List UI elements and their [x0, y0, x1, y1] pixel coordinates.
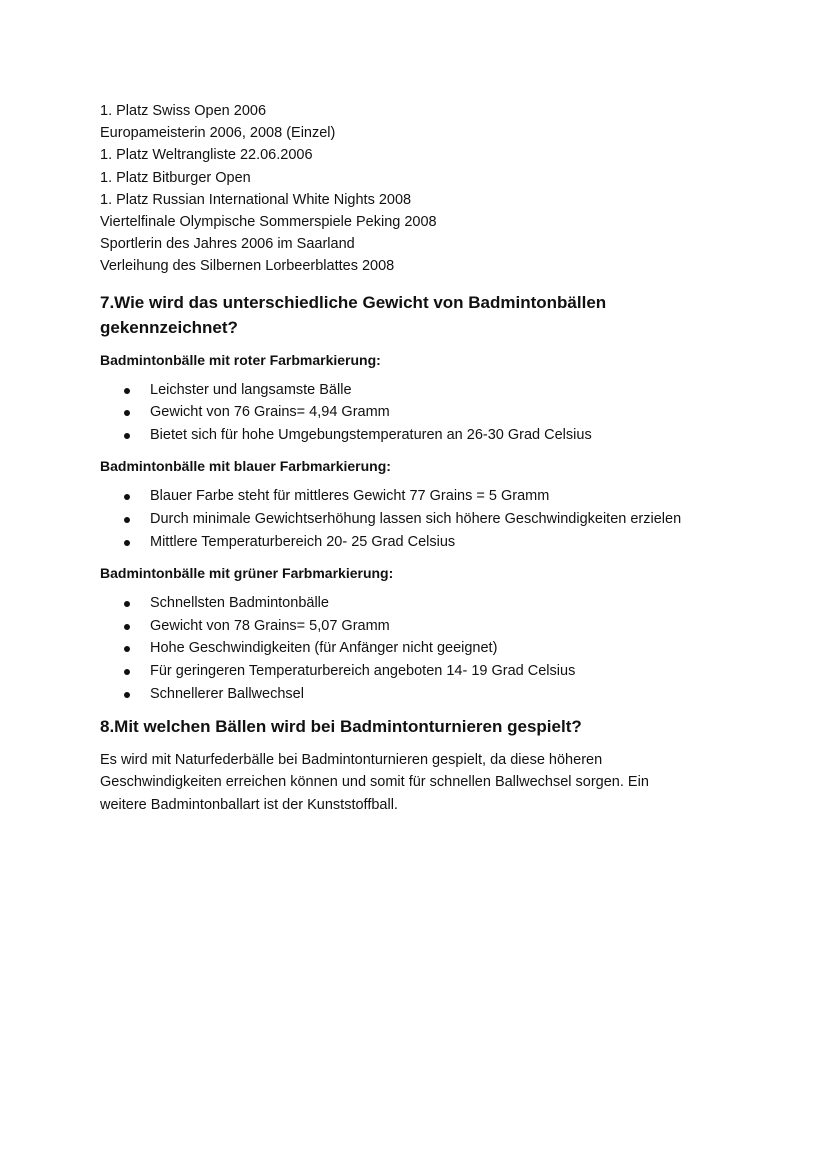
list-item: Durch minimale Gewichtserhöhung lassen sich höhere Geschwindigkeiten erzielen: [100, 508, 728, 531]
bullet-icon: [124, 646, 130, 652]
bullet-icon: [124, 692, 130, 698]
paragraph-line: Geschwindigkeiten erreichen können und somit für schnellen Ballwechsel sorgen. Ein: [100, 774, 649, 791]
section-8-heading: 8.Mit welchen Bällen wird bei Badmintonturnieren gespielt?: [100, 717, 582, 737]
bullet-icon: [124, 624, 130, 630]
red-marking-list: [100, 379, 728, 447]
blue-marking-subheading: Badmintonbälle mit blauer Farbmarkierung:: [100, 458, 391, 475]
list-item: Leichster und langsamste Bälle: [100, 379, 728, 402]
list-item: Hohe Geschwindigkeiten (für Anfänger nicht geeignet): [100, 637, 728, 660]
list-item: Schnellsten Badmintonbälle: [100, 592, 728, 615]
section-7-heading-line: gekennzeichnet?: [100, 317, 238, 337]
list-item: Bietet sich für hohe Umgebungstemperaturen an 26-30 Grad Celsius: [100, 424, 728, 447]
green-marking-list: [100, 592, 728, 705]
achievement-line: Europameisterin 2006, 2008 (Einzel): [100, 125, 336, 142]
bullet-icon: [124, 669, 130, 675]
bullet-icon: [124, 494, 130, 500]
achievement-line: 1. Platz Bitburger Open: [100, 169, 251, 186]
bullet-icon: [124, 388, 130, 394]
bullet-icon: [124, 540, 130, 546]
list-item: Schnellerer Ballwechsel: [100, 683, 728, 706]
red-marking-subheading: Badmintonbälle mit roter Farbmarkierung:: [100, 351, 381, 368]
achievement-line: 1. Platz Swiss Open 2006: [100, 103, 267, 119]
section-8-paragraph: [100, 749, 728, 816]
bullet-icon: [124, 433, 130, 439]
list-item: Blauer Farbe steht für mittleres Gewicht 77 Grains = 5 Gramm: [100, 485, 728, 508]
section-7-heading-line: 7.Wie wird das unterschiedliche Gewicht von Badmintonbällen: [100, 292, 607, 312]
blue-marking-list: [100, 485, 728, 553]
bullet-icon: [124, 410, 130, 416]
bullet-icon: [124, 601, 130, 607]
list-item: Für geringeren Temperaturbereich angeboten 14- 19 Grad Celsius: [100, 660, 728, 683]
achievement-line: Sportlerin des Jahres 2006 im Saarland: [100, 236, 355, 253]
section-7-heading: [100, 290, 728, 340]
achievement-line: Viertelfinale Olympische Sommerspiele Peking 2008: [100, 214, 437, 231]
green-marking-subheading: Badmintonbälle mit grüner Farbmarkierung:: [100, 565, 394, 582]
list-item: Mittlere Temperaturbereich 20- 25 Grad Celsius: [100, 531, 728, 554]
bullet-icon: [124, 517, 130, 523]
list-item: Gewicht von 78 Grains= 5,07 Gramm: [100, 615, 728, 638]
paragraph-line: Es wird mit Naturfederbälle bei Badmintonturnieren gespielt, da diese höheren: [100, 752, 603, 769]
achievement-line: Verleihung des Silbernen Lorbeerblattes 2008: [100, 258, 395, 275]
achievement-list: [100, 100, 728, 278]
achievement-line: 1. Platz Weltrangliste 22.06.2006: [100, 147, 313, 164]
paragraph-line: weitere Badmintonballart ist der Kunststoffball.: [100, 796, 398, 813]
achievement-line: 1. Platz Russian International White Nights 2008: [100, 191, 412, 208]
list-item: Gewicht von 76 Grains= 4,94 Gramm: [100, 401, 728, 424]
